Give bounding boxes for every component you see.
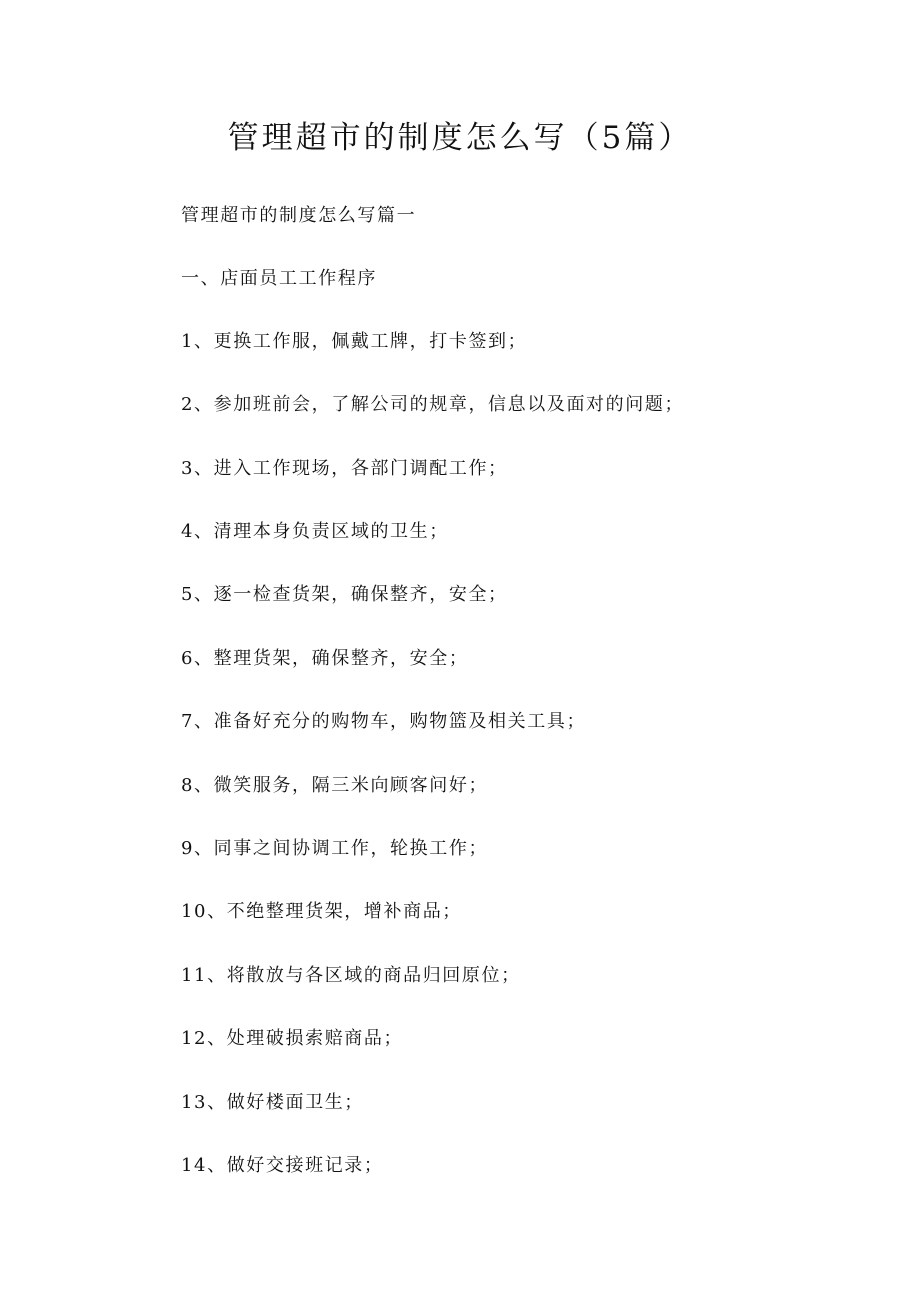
list-item: 10、不绝整理货架，增补商品； — [181, 901, 462, 922]
list-item: 4、清理本身负责区域的卫生； — [181, 521, 449, 542]
list-item: 12、处理破损索赔商品； — [181, 1028, 404, 1049]
list-item: 7、准备好充分的购物车，购物篮及相关工具； — [181, 711, 587, 732]
list-item: 14、做好交接班记录； — [181, 1155, 384, 1176]
list-item: 2、参加班前会，了解公司的规章，信息以及面对的问题； — [181, 394, 685, 415]
list-item: 13、做好楼面卫生； — [181, 1092, 364, 1113]
section-heading: 一、店面员工工作程序 — [181, 268, 377, 289]
list-item: 5、逐一检查货架，确保整齐，安全； — [181, 584, 508, 605]
document-title: 管理超市的制度怎么写（5篇） — [227, 120, 693, 156]
list-item: 9、同事之间协调工作，轮换工作； — [181, 838, 489, 859]
list-item: 11、将散放与各区域的商品归回原位； — [181, 965, 521, 986]
list-item: 1、更换工作服，佩戴工牌，打卡签到； — [181, 331, 528, 352]
list-item: 8、微笑服务，隔三米向顾客问好； — [181, 775, 489, 796]
list-item: 6、整理货架，确保整齐，安全； — [181, 648, 469, 669]
section-subtitle: 管理超市的制度怎么写篇一 — [181, 205, 417, 226]
list-item: 3、进入工作现场，各部门调配工作； — [181, 458, 508, 479]
